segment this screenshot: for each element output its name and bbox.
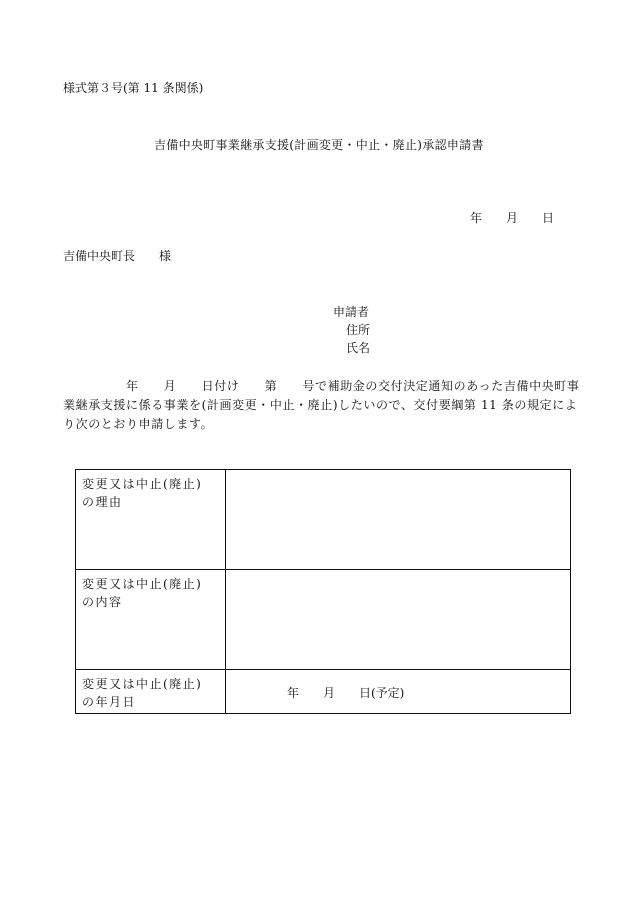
application-table <box>75 469 571 714</box>
table-row <box>76 670 571 714</box>
row-label-line2: の年月日 <box>82 695 137 709</box>
date-label-cell <box>76 670 226 714</box>
body-paragraph: 年 月 日付け 第 号で補助金の交付決定通知のあった吉備中央町事業継承支援に係る事業を(計画変更・中止・廃止)したいので、交付要綱第 11 条の規定により次のとおり申請します。 <box>63 379 580 431</box>
content-label-cell <box>76 570 226 670</box>
planned-date-value: 年 月 日(予定) <box>287 686 405 700</box>
row-label-line2: の内容 <box>82 595 123 609</box>
addressee: 吉備中央町長 様 <box>63 249 172 263</box>
row-label-line2: の理由 <box>82 495 123 509</box>
document-title: 吉備中央町事業継承支援(計画変更・中止・廃止)承認申請書 <box>154 138 484 152</box>
form-number: 様式第３号(第 11 条関係) <box>63 81 204 95</box>
reason-label-cell <box>76 470 226 570</box>
row-label-line1: 変更又は中止(廃止) <box>82 677 203 691</box>
row-label-line1: 変更又は中止(廃止) <box>82 577 203 591</box>
date-line: 年 月 日 <box>470 211 555 225</box>
reason-value-cell[interactable] <box>226 470 571 570</box>
date-value-cell[interactable] <box>226 670 571 714</box>
applicant-label: 申請者 <box>333 305 370 319</box>
applicant-name-label: 氏名 <box>346 341 371 355</box>
applicant-address-label: 住所 <box>346 323 371 337</box>
table-row <box>76 470 571 570</box>
row-label-line1: 変更又は中止(廃止) <box>82 477 203 491</box>
content-value-cell[interactable] <box>226 570 571 670</box>
table-row <box>76 570 571 670</box>
